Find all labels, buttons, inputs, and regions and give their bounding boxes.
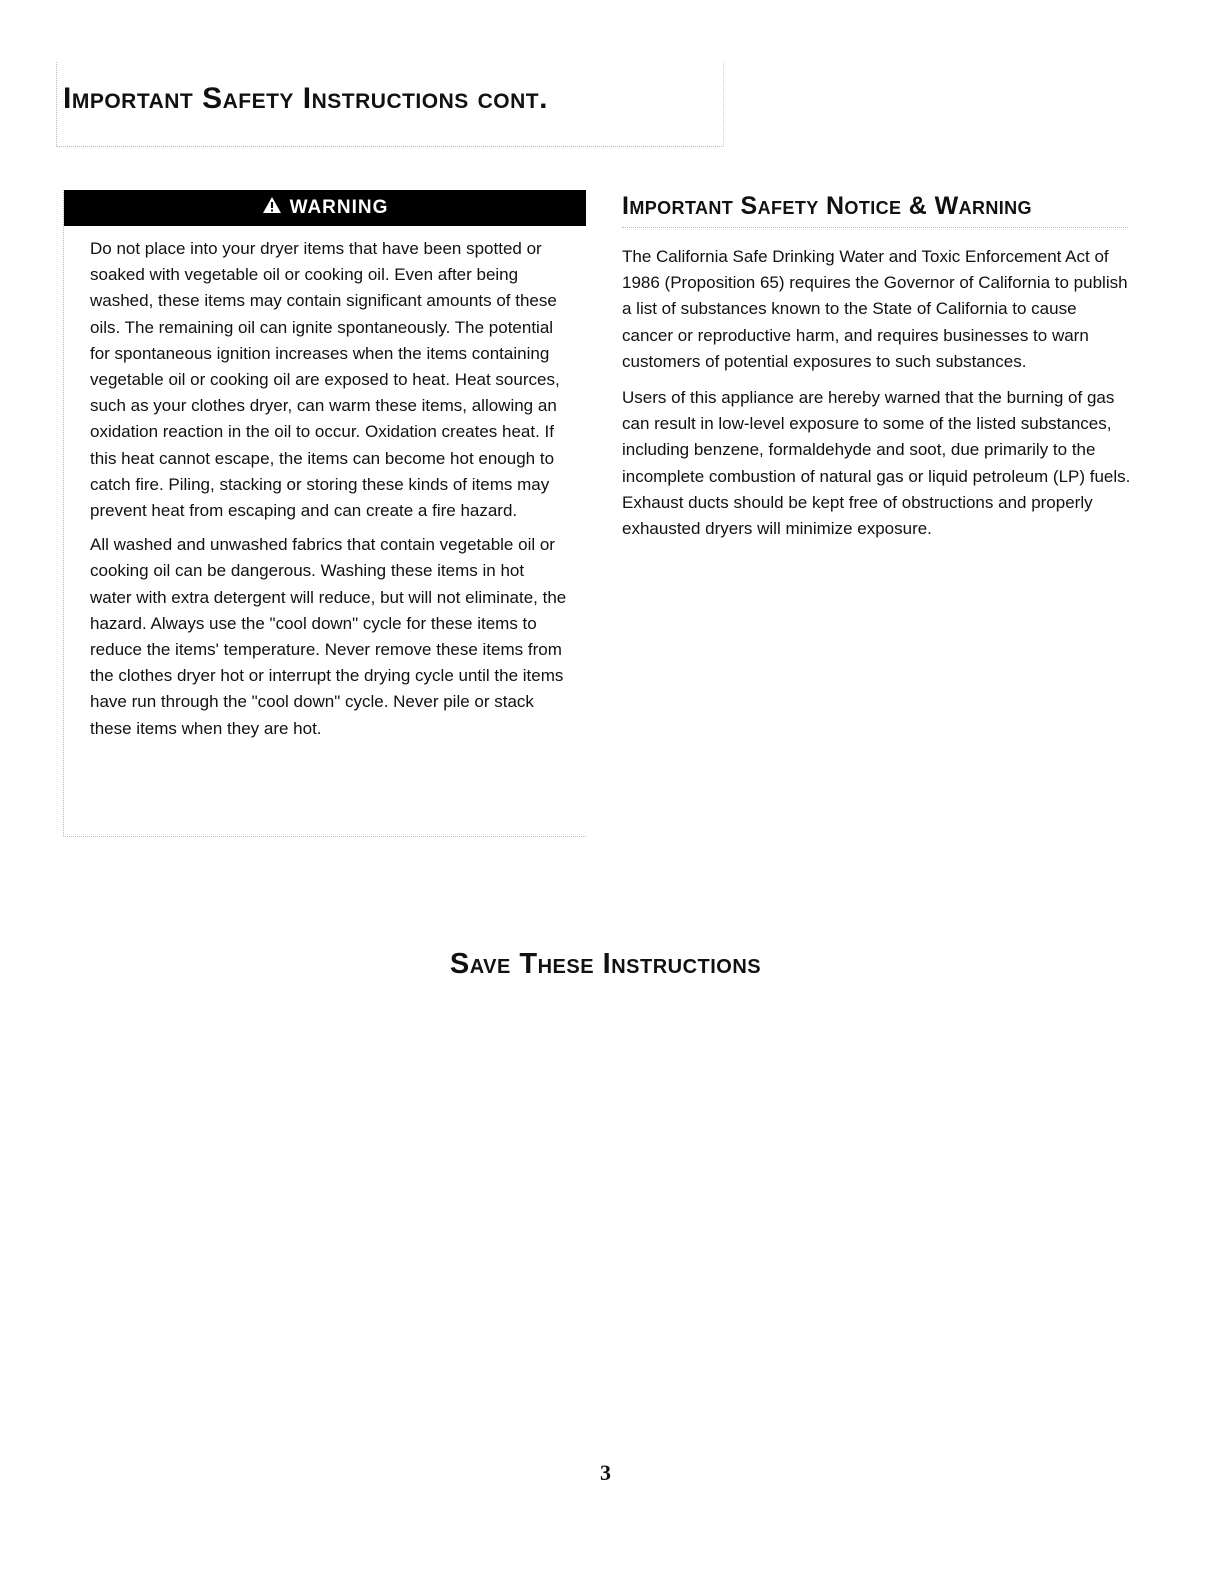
page-title: Important Safety Instructions cont. [63,82,548,115]
notice-paragraph: The California Safe Drinking Water and Toxic Enforcement Act of 1986 (Proposition 65) requires the Governor of California to publish a list of substances known to the State of California to cause cancer or reproductive harm, and requires businesses to warn customers of potential exposures to such substances. [622,247,1128,371]
warning-triangle-icon [262,196,282,220]
notice-divider [622,227,1128,228]
warning-paragraph: All washed and unwashed fabrics that contain vegetable oil or cooking oil can be dangerous. Washing these items in hot water with extra detergent will reduce, but will not eliminate, the hazard. Always use the "cool down" cycle for these items to reduce the items' temperature. Never remove these items from the clothes dryer hot or interrupt the drying cycle until the items have run through the "cool down" cycle. Never pile or stack these items when they are hot. [90,535,567,738]
page-number: 3 [600,1460,611,1485]
warning-box [63,190,586,837]
save-instructions-heading: Save These Instructions [449,948,762,980]
notice-title: Important Safety Notice & Warning [622,192,1032,220]
notice-paragraph: Users of this appliance are hereby warned that the burning of gas can result in low-level exposure to some of the listed substances, including benzene, formaldehyde and soot, due primarily to the incomplete combustion of natural gas or liquid petroleum (LP) fuels. Exhaust ducts should be kept free of obstructions and properly exhausted dryers will minimize exposure. [622,388,1131,539]
warning-body [64,226,586,742]
page-header [56,62,724,147]
warning-label: WARNING [289,197,389,218]
warning-banner [64,190,586,226]
warning-paragraph: Do not place into your dryer items that have been spotted or soaked with vegetable oil or cooking oil. Even after being washed, these items may contain significant amounts of these oils. The remaining oil can ignite spontaneously. The potential for spontaneous ignition increases when the items containing vegetable oil or cooking oil are exposed to heat. Heat sources, such as your clothes dryer, can warm these items, allowing an oxidation reaction in the oil to occur. Oxidation creates heat. If this heat cannot escape, the items can become hot enough to catch fire. Piling, stacking or storing these kinds of items may prevent heat from escaping and can create a fire hazard. [90,239,560,521]
safety-notice [598,192,1134,552]
